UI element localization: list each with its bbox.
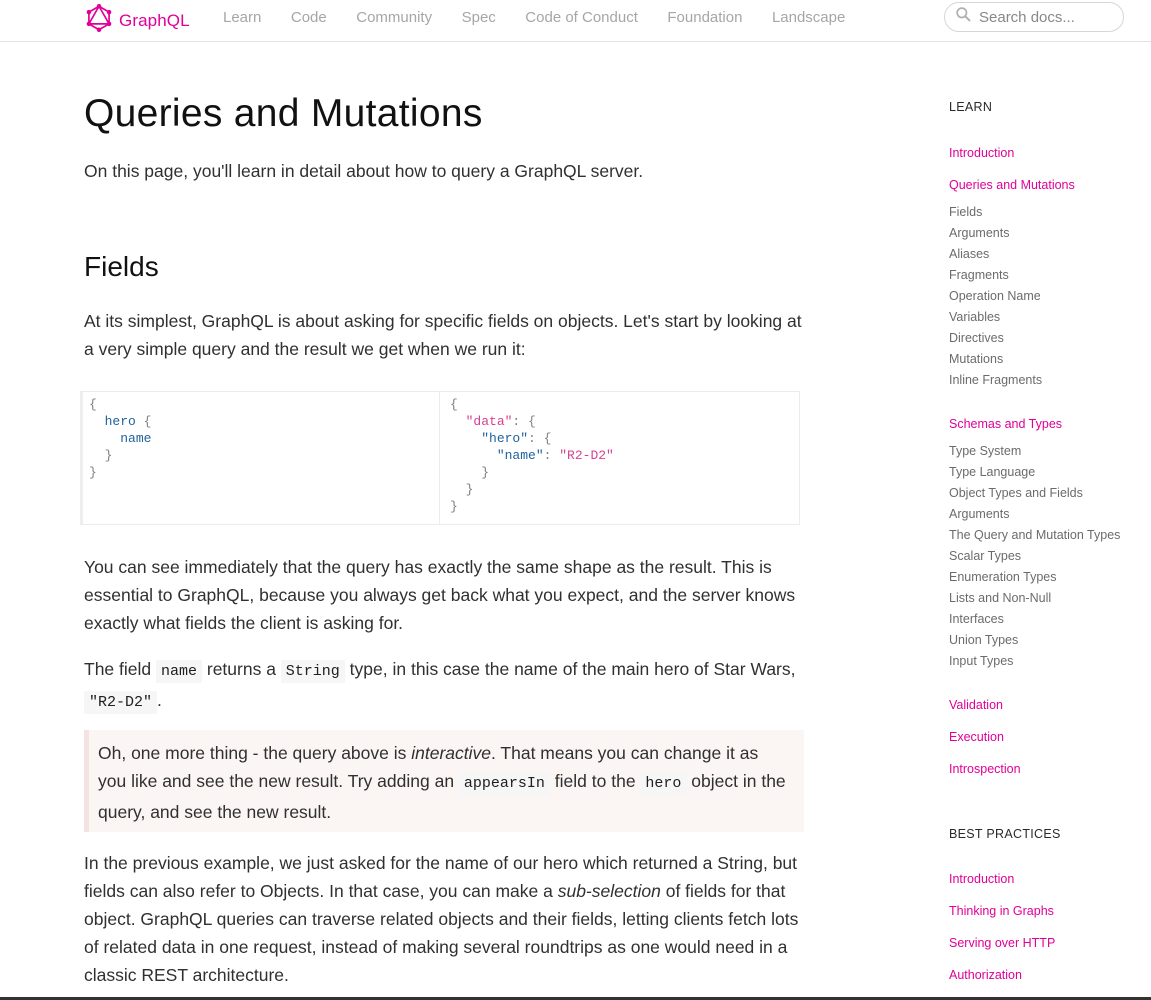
nav-learn[interactable]: Learn <box>223 8 262 26</box>
emphasis: interactive <box>411 743 491 763</box>
interactive-code-example <box>80 391 800 525</box>
result-viewer <box>440 392 799 524</box>
search-box[interactable] <box>944 2 1124 32</box>
sidebar-item-aliases[interactable]: Aliases <box>949 247 990 261</box>
sidebar-item-authorization[interactable]: Authorization <box>949 968 1022 982</box>
inline-code-string: String <box>281 660 345 683</box>
sidebar-item-object-types-and-fields[interactable]: Object Types and Fields <box>949 486 1083 500</box>
interactive-note <box>84 730 804 832</box>
text: returns a <box>202 659 281 679</box>
sidebar-item-introduction[interactable]: Introduction <box>949 872 1015 886</box>
result-key-hero: "hero" <box>481 431 529 446</box>
text: of fields for that object. GraphQL queries can traverse related objects and their fields, letting clients fetch lots of related data in one request, instead of making several roundtrips as one would need in a classic REST architecture. <box>84 881 799 985</box>
inline-code-name: name <box>156 660 202 683</box>
sidebar-item-serving-over-http[interactable]: Serving over HTTP <box>949 936 1056 950</box>
sidebar-item-type-system[interactable]: Type System <box>949 444 1022 458</box>
sidebar-item-queries-and-mutations[interactable]: Queries and Mutations <box>949 178 1075 192</box>
text: . <box>157 690 162 710</box>
logo-link[interactable] <box>85 3 190 38</box>
inline-code-hero: hero <box>640 772 686 795</box>
code-line: "hero": { <box>481 431 552 446</box>
code-line: } <box>450 499 458 514</box>
sidebar-item-type-language[interactable]: Type Language <box>949 465 1036 479</box>
inline-code-r2d2: "R2-D2" <box>84 691 157 714</box>
text: field to the <box>549 771 641 791</box>
sidebar-item-union-types[interactable]: Union Types <box>949 633 1019 647</box>
result-key-name: "name" <box>496 448 544 463</box>
sidebar-item-scalar-types[interactable]: Scalar Types <box>949 549 1022 563</box>
query-editor[interactable] <box>83 392 440 524</box>
code-line: { <box>89 397 97 412</box>
code-line: } <box>89 448 113 463</box>
sidebar-item-validation[interactable]: Validation <box>949 698 1003 712</box>
top-nav <box>0 0 1151 42</box>
sidebar-item-introspection[interactable]: Introspection <box>949 762 1021 776</box>
sidebar-item-thinking-in-graphs[interactable]: Thinking in Graphs <box>949 904 1054 918</box>
sidebar-section-best-practices: BEST PRACTICES <box>949 827 1061 841</box>
sidebar-item-input-types[interactable]: Input Types <box>949 654 1014 668</box>
sidebar-item-lists-and-non-null[interactable]: Lists and Non-Null <box>949 591 1052 605</box>
code-line: } <box>450 465 490 480</box>
code-line: "name": "R2-D2" <box>496 448 614 463</box>
page-title: Queries and Mutations <box>84 92 483 135</box>
inline-code-appearsin: appearsIn <box>459 772 550 795</box>
logo-text: GraphQL <box>119 10 190 30</box>
search-input[interactable] <box>979 9 1119 26</box>
sidebar-item-arguments[interactable]: Arguments <box>949 226 1010 240</box>
code-line: } <box>450 482 474 497</box>
query-field-name: name <box>120 431 152 446</box>
sidebar-item-schemas-and-types[interactable]: Schemas and Types <box>949 417 1063 431</box>
emphasis: sub-selection <box>557 881 661 901</box>
text: Oh, one more thing - the query above is <box>98 743 412 763</box>
nav-landscape[interactable]: Landscape <box>771 8 846 26</box>
code-line: hero { <box>104 414 152 429</box>
sidebar-item-mutations[interactable]: Mutations <box>949 352 1004 366</box>
sidebar-item-directives[interactable]: Directives <box>949 331 1004 345</box>
shape-paragraph: You can see immediately that the query has exactly the same shape as the result. This is essential to GraphQL, because you always get back what you expect, and the server knows exactly what fields the client is asking for. <box>84 557 796 633</box>
nav-foundation[interactable]: Foundation <box>667 8 743 26</box>
code-line: } <box>89 465 97 480</box>
lead-paragraph: On this page, you'll learn in detail about how to query a GraphQL server. <box>84 161 644 181</box>
intro-paragraph: At its simplest, GraphQL is about asking for specific fields on objects. Let's start by looking at a very simple query and the result we get when we run it: <box>84 311 802 359</box>
section-heading-fields: Fields <box>84 251 159 282</box>
query-field-hero: hero <box>104 414 136 429</box>
result-key-data: "data" <box>465 414 513 429</box>
nav-code[interactable]: Code <box>290 8 327 26</box>
code-line <box>89 431 151 446</box>
subselection-paragraph <box>84 849 804 989</box>
sidebar-item-arguments[interactable]: Arguments <box>949 507 1010 521</box>
sidebar-section-learn: LEARN <box>949 100 993 114</box>
nav-spec[interactable]: Spec <box>461 8 496 26</box>
text: The field <box>84 659 156 679</box>
text: In the previous example, we just asked for the name of our hero which returned a String, but fields can also refer to Objects. In that case, you can make a <box>84 853 798 901</box>
sidebar-item-inline-fragments[interactable]: Inline Fragments <box>949 373 1043 387</box>
sidebar-item-fields[interactable]: Fields <box>949 205 983 219</box>
sidebar-item-enumeration-types[interactable]: Enumeration Types <box>949 570 1057 584</box>
text: . That means you can change it as you like and see the new result. Try adding an <box>98 743 759 791</box>
nav-community[interactable]: Community <box>356 8 433 26</box>
sidebar-item-introduction[interactable]: Introduction <box>949 146 1015 160</box>
string-type-paragraph <box>84 655 804 717</box>
code-line: { <box>450 397 458 412</box>
sidebar-item-variables[interactable]: Variables <box>949 310 1001 324</box>
text: object in the query, and see the new result. <box>98 771 786 822</box>
nav-code-of-conduct[interactable]: Code of Conduct <box>525 8 638 26</box>
sidebar-item-execution[interactable]: Execution <box>949 730 1004 744</box>
result-value-name: "R2-D2" <box>559 448 614 463</box>
text: type, in this case the name of the main hero of Star Wars, <box>344 659 796 679</box>
note-text <box>98 739 790 826</box>
code-line: "data": { <box>465 414 536 429</box>
nav-links <box>223 0 875 34</box>
sidebar-item-interfaces[interactable]: Interfaces <box>949 612 1004 626</box>
graphql-logo-icon <box>85 3 113 38</box>
sidebar-item-the-query-and-mutation-types[interactable]: The Query and Mutation Types <box>949 528 1121 542</box>
search-icon <box>955 6 972 28</box>
sidebar-item-operation-name[interactable]: Operation Name <box>949 289 1041 303</box>
sidebar-item-fragments[interactable]: Fragments <box>949 268 1009 282</box>
